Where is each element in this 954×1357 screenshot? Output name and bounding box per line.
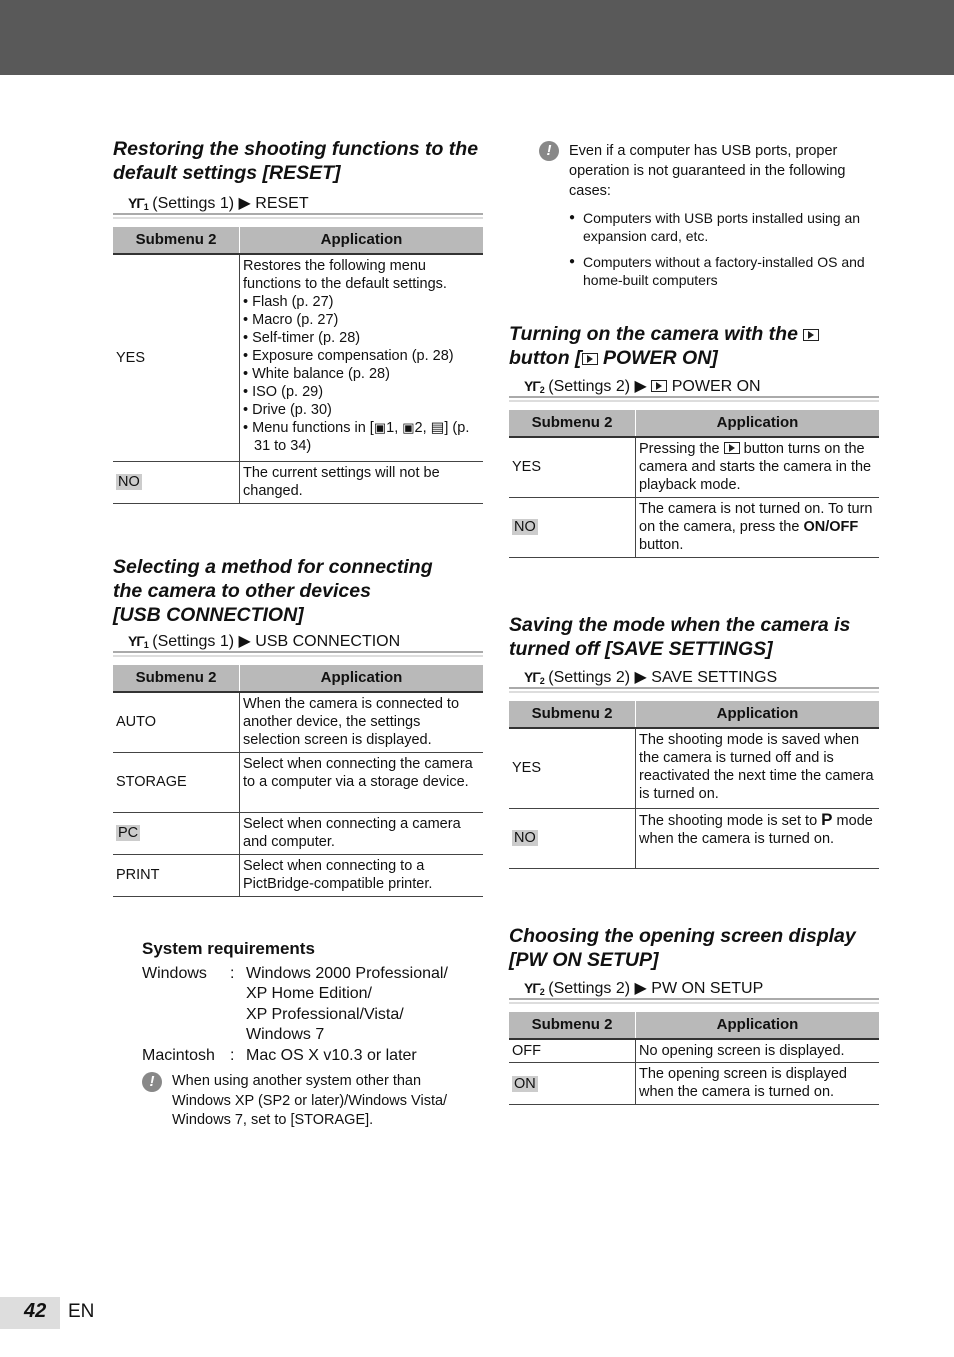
poweron-yes-desc: Pressing the button turns on the camera and starts the camera in the playback mode. bbox=[636, 437, 880, 497]
system-requirements bbox=[142, 939, 482, 1131]
usb-note-text: Even if a computer has USB ports, proper operation is not guaranteed in the following cases: bbox=[569, 143, 846, 199]
usb-storage-desc: Select when connecting the camera to a computer via a storage device. bbox=[240, 752, 484, 812]
colon: : bbox=[230, 964, 235, 982]
caution-icon: ! bbox=[539, 141, 559, 161]
pwon-table: Submenu 2 Application OFF No opening screen is displayed. ON The opening screen is displayed when the camera is turned on. bbox=[509, 1012, 879, 1105]
playback-button-icon bbox=[724, 442, 740, 454]
settings-icon: $\Upsilon\Gamma_2$ bbox=[524, 980, 544, 997]
camera-icon: ▣ bbox=[373, 420, 387, 435]
colon: : bbox=[230, 1046, 235, 1064]
save-menu-path: $\Upsilon\Gamma_2$ (Settings 2) ▶ SAVE SETTINGS bbox=[509, 667, 879, 691]
pwon-section bbox=[509, 924, 879, 1105]
reset-no-desc: The current settings will not be changed. bbox=[240, 461, 484, 503]
program-mode-icon: P bbox=[821, 809, 833, 829]
settings-icon: $\Upsilon\Gamma_2$ bbox=[524, 378, 544, 395]
usb-note bbox=[539, 141, 879, 289]
usb-auto-key: AUTO bbox=[113, 692, 240, 752]
reset-section bbox=[113, 137, 483, 504]
playback-button-icon bbox=[803, 329, 819, 341]
usb-table: Submenu 2 Application AUTO When the camera is connected to another device, the settings selection screen is displayed. STORAGE Select when connecting the camera to a computer via a storage device. PC Select when connecting a camera and computer. PRINT Select when connecting to a PictBridge-compatible printer. bbox=[113, 665, 483, 897]
windows-value: Windows 2000 Professional/ XP Home Edition/ XP Professional/Vista/ Windows 7 bbox=[246, 964, 448, 1043]
pwon-menu-path: $\Upsilon\Gamma_2$ (Settings 2) ▶ PW ON SETUP bbox=[509, 978, 879, 1002]
save-title: Saving the mode when the camera is turned off [SAVE SETTINGS] bbox=[509, 614, 851, 660]
poweron-yes-key: YES bbox=[509, 437, 636, 497]
sysreq-note: When using another system other than Windows XP (SP2 or later)/Windows Vista/ Windows 7, set to [STORAGE]. bbox=[172, 1073, 448, 1128]
page-number: 42 bbox=[24, 1300, 47, 1322]
save-no-key: NO bbox=[509, 808, 636, 868]
usb-pc-desc: Select when connecting a camera and computer. bbox=[240, 812, 484, 854]
reset-yes-desc: Restores the following menu functions to the default settings. • Flash (p. 27) • Macro (p. 27) • Self-timer (p. 28) • Exposure compensation (p. 28) • White balance (p. 28) • ISO (p. 29) • Drive (p. 30) • Menu functions in [▣1, ▣2, ▤] (p. 31 to 34) bbox=[240, 254, 484, 461]
usb-title: Selecting a method for connecting the camera to other devices [USB CONNECTION] bbox=[113, 556, 433, 626]
usb-auto-desc: When the camera is connected to another device, the settings selection screen is displayed. bbox=[240, 692, 484, 752]
poweron-menu-path: $\Upsilon\Gamma_2$ (Settings 2) ▶ POWER ON bbox=[509, 376, 879, 400]
save-yes-desc: The shooting mode is saved when the camera is turned off and is reactivated the next time the camera is turned on. bbox=[636, 728, 880, 808]
usb-print-key: PRINT bbox=[113, 854, 240, 896]
settings-icon: $\Upsilon\Gamma_1$ bbox=[128, 195, 148, 212]
movie-icon: ▤ bbox=[430, 420, 445, 436]
right-triangle-icon: ▶ bbox=[238, 195, 251, 212]
poweron-no-key: NO bbox=[509, 497, 636, 557]
reset-no-key: NO bbox=[113, 461, 240, 503]
right-triangle-icon: ▶ bbox=[634, 378, 647, 395]
pwon-title: Choosing the opening screen display [PW ON SETUP] bbox=[509, 925, 856, 971]
mac-label: Macintosh bbox=[142, 1046, 215, 1064]
save-yes-key: YES bbox=[509, 728, 636, 808]
right-triangle-icon: ▶ bbox=[238, 633, 251, 650]
usb-note-bullet: ● Computers without a factory-installed OS and home-built computers bbox=[569, 253, 879, 289]
sysreq-title: System requirements bbox=[142, 939, 315, 958]
pwon-on-key: ON bbox=[509, 1063, 636, 1105]
right-triangle-icon: ▶ bbox=[634, 980, 647, 997]
poweron-title: Turning on the camera with the button [ POWER ON] bbox=[509, 322, 879, 370]
save-section bbox=[509, 613, 879, 869]
windows-label: Windows bbox=[142, 964, 207, 982]
settings-icon: $\Upsilon\Gamma_2$ bbox=[524, 669, 544, 686]
pwon-on-desc: The opening screen is displayed when the camera is turned on. bbox=[636, 1063, 880, 1105]
header-bar bbox=[0, 0, 954, 75]
pwon-off-key: OFF bbox=[509, 1039, 636, 1063]
poweron-section bbox=[509, 322, 879, 558]
reset-title: Restoring the shooting functions to the default settings [RESET] bbox=[113, 138, 479, 184]
reset-table: Submenu 2 Application YES Restores the following menu functions to the default settings. • Flash (p. 27) • Macro (p. 27) • Self-timer (p. 28) • Exposure compensation (p. 28) • White balance (p. 28) • ISO (p. 29) • Drive (p. 30) • Menu functions in [▣1, ▣2, ▤] (p. 31 to 34) NO The current settings will not be changed. bbox=[113, 227, 483, 504]
reset-yes-key: YES bbox=[113, 254, 240, 461]
usb-print-desc: Select when connecting to a PictBridge-compatible printer. bbox=[240, 854, 484, 896]
settings-icon: $\Upsilon\Gamma_1$ bbox=[128, 633, 148, 650]
right-triangle-icon: ▶ bbox=[634, 669, 647, 686]
camera-icon: ▣ bbox=[402, 420, 415, 435]
reset-menu-path: $\Upsilon\Gamma_1$ (Settings 1) ▶ RESET bbox=[113, 193, 483, 217]
playback-button-icon bbox=[651, 380, 667, 392]
pwon-off-desc: No opening screen is displayed. bbox=[636, 1039, 880, 1063]
page-language: EN bbox=[68, 1301, 95, 1322]
mac-value: Mac OS X v10.3 or later bbox=[246, 1046, 417, 1064]
usb-note-bullet: ● Computers with USB ports installed using an expansion card, etc. bbox=[569, 209, 879, 245]
save-table: Submenu 2 Application YES The shooting mode is saved when the camera is turned off and is reactivated the next time the camera is turned on. NO The shooting mode is set to P mode when the camera is turned on. bbox=[509, 701, 879, 869]
usb-pc-key: PC bbox=[113, 812, 240, 854]
poweron-table: Submenu 2 Application YES Pressing the button turns on the camera and starts the camera in the playback mode. NO The camera is not turned on. To turn on the camera, press the ON/OFF button. bbox=[509, 410, 879, 558]
usb-menu-path: $\Upsilon\Gamma_1$ (Settings 1) ▶ USB CONNECTION bbox=[113, 631, 483, 655]
playback-button-icon bbox=[582, 353, 598, 365]
save-no-desc: The shooting mode is set to P mode when the camera is turned on. bbox=[636, 808, 880, 868]
usb-storage-key: STORAGE bbox=[113, 752, 240, 812]
usb-section bbox=[113, 555, 483, 897]
poweron-no-desc: The camera is not turned on. To turn on the camera, press the ON/OFF button. bbox=[636, 497, 880, 557]
caution-icon: ! bbox=[142, 1072, 162, 1092]
